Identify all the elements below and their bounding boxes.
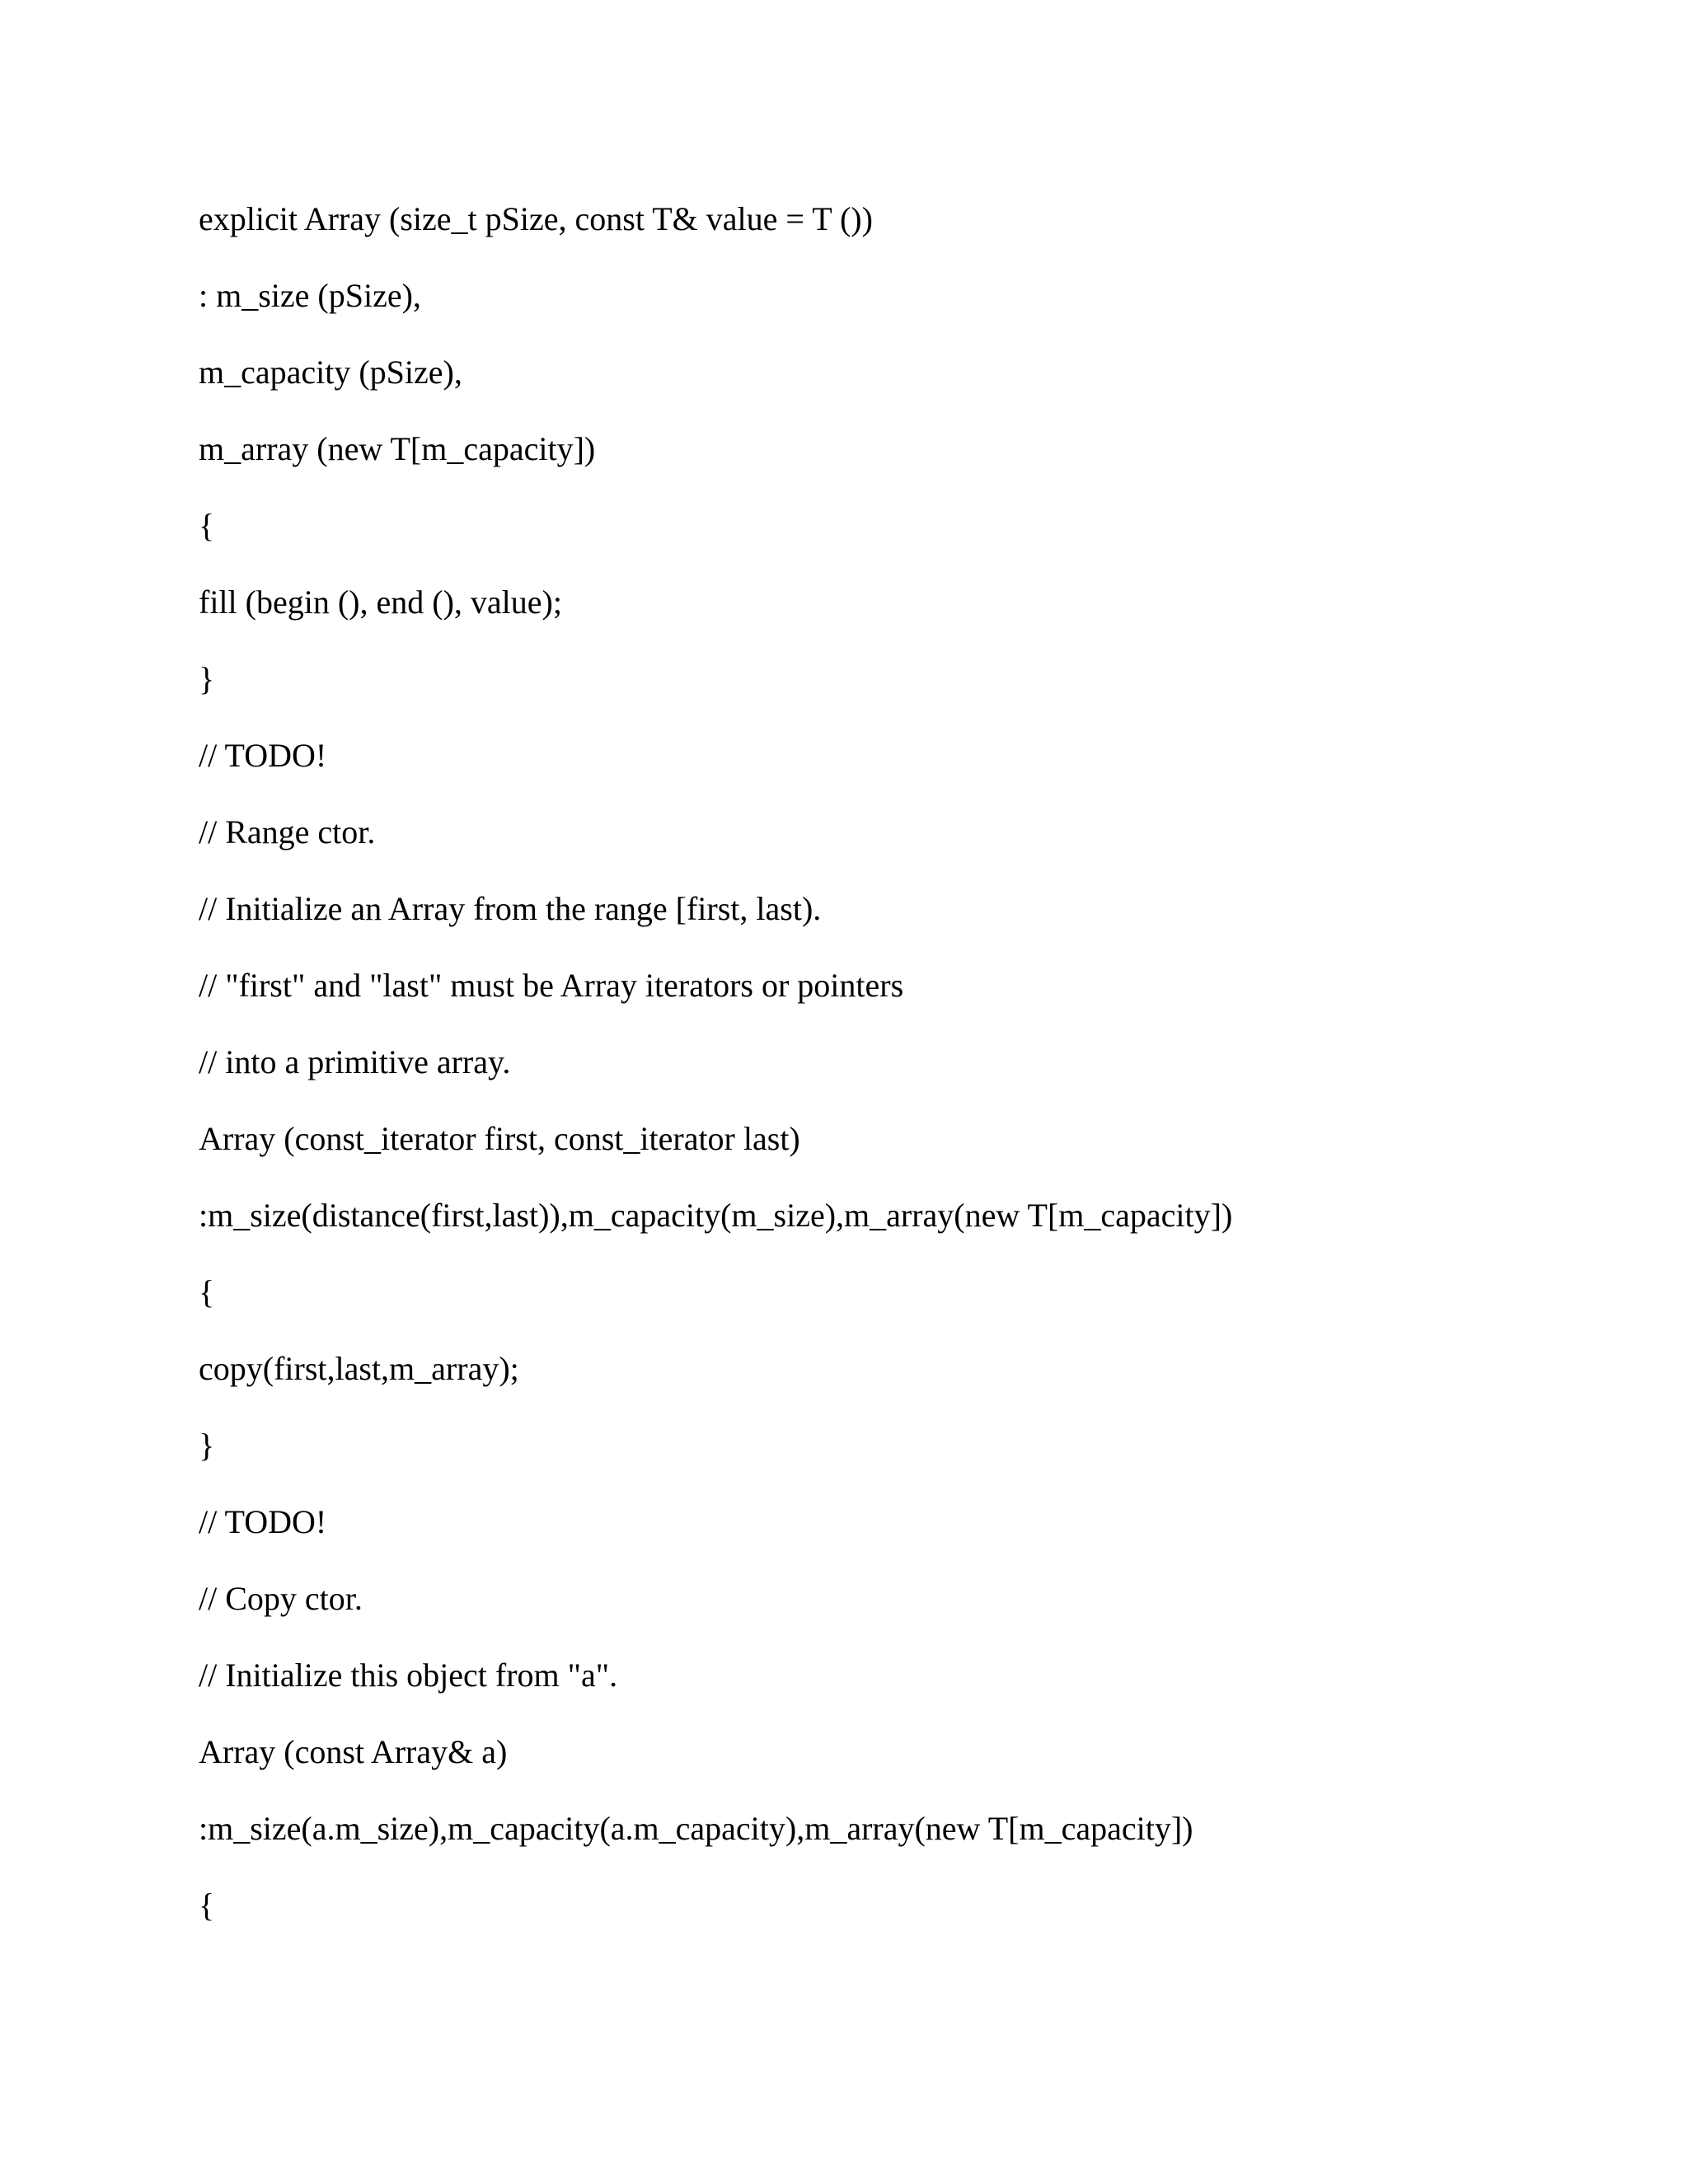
code-line-copy-ctor-signature: Array (const Array& a) — [199, 1733, 508, 1770]
code-line-todo-comment: // TODO! — [199, 1503, 327, 1540]
code-line-range-description-comment: // Initialize an Array from the range [first, last). — [199, 890, 822, 927]
code-line-todo-comment: // TODO! — [199, 737, 327, 774]
code-line-range-ctor-comment: // Range ctor. — [199, 813, 376, 851]
code-line-fill-call: fill (begin (), end (), value); — [199, 583, 562, 621]
code-line-range-ctor-signature: Array (const_iterator first, const_iterator last) — [199, 1120, 800, 1157]
code-line-primitive-array-comment: // into a primitive array. — [199, 1043, 511, 1080]
code-line-close-brace: } — [199, 660, 215, 697]
code-line-init-capacity: m_capacity (pSize), — [199, 354, 462, 391]
code-line-iterators-comment: // "first" and "last" must be Array iterators or pointers — [199, 967, 904, 1004]
code-line-copy-ctor-initializers: :m_size(a.m_size),m_capacity(a.m_capacity),m_array(new T[m_capacity]) — [199, 1810, 1193, 1847]
code-line-initialize-comment: // Initialize this object from "a". — [199, 1657, 618, 1694]
code-line-constructor-signature: explicit Array (size_t pSize, const T& value = T ()) — [199, 200, 873, 237]
code-line-open-brace: { — [199, 1886, 215, 1924]
code-line-range-ctor-initializers: :m_size(distance(first,last)),m_capacity(m_size),m_array(new T[m_capacity]) — [199, 1197, 1233, 1234]
code-line-copy-ctor-comment: // Copy ctor. — [199, 1580, 363, 1617]
code-line-close-brace: } — [199, 1427, 215, 1464]
code-listing — [199, 191, 1600, 1954]
code-line-init-size: : m_size (pSize), — [199, 277, 421, 314]
code-line-open-brace: { — [199, 507, 215, 544]
code-line-copy-call: copy(first,last,m_array); — [199, 1350, 519, 1387]
code-line-init-array: m_array (new T[m_capacity]) — [199, 430, 596, 467]
code-line-open-brace: { — [199, 1273, 215, 1310]
